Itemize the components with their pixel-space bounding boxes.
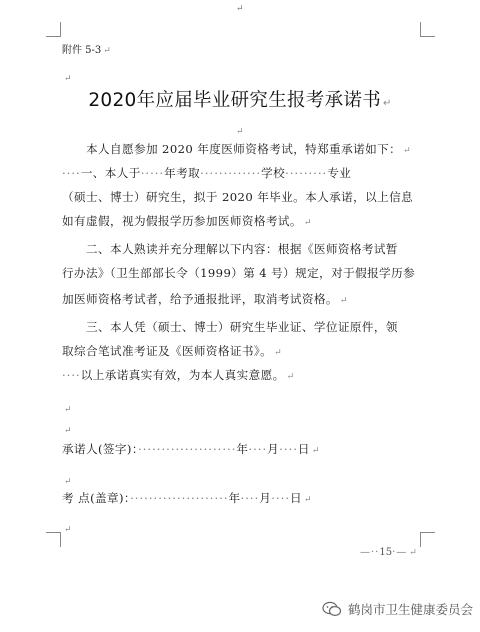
crop-mark-top-left xyxy=(46,22,61,37)
item2-line2: 行办法》（卫生部部长令（1999）第 4 号）规定，对于假报学历参 xyxy=(62,266,416,280)
crop-mark-bottom-left xyxy=(46,532,61,547)
document-title: 2020年应届毕业研究生报考承诺书 ↵ xyxy=(88,90,392,111)
item3-line2: 取综合笔试准考证及《医师资格证书》。 ↵ xyxy=(62,344,283,358)
item1-line3: 如有虚假，视为假报学历参加医师资格考试。 ↵ xyxy=(62,214,312,228)
crop-mark-top-right xyxy=(420,22,435,37)
page-number: —··15·— ↵ xyxy=(360,547,417,558)
item3-line1: 三、本人凭（硕士、博士）研究生毕业证、学位证原件，领 xyxy=(86,320,398,334)
closing-statement: ····以上承诺真实有效，为本人真实意愿。 ↵ xyxy=(62,368,295,382)
item1-line1: ····一、本人于·····年考取·············学校·········专业 xyxy=(62,166,352,180)
exam-site-seal-line: 考 点(盖章)：·····················年····月····日 ↵ xyxy=(62,491,312,505)
wechat-icon xyxy=(322,601,342,617)
item1-line2: （硕士、博士）研究生，拟于 2020 年毕业。本人承诺，以上信息 xyxy=(62,190,414,204)
publisher-watermark: 鹤岗市卫生健康委员会 xyxy=(322,600,473,618)
crop-mark-bottom-right xyxy=(420,532,435,547)
promiser-signature-line: 承诺人(签字)：·····················年····月····日 ↵ xyxy=(62,442,320,456)
cursor-marker-icon: ↵ xyxy=(236,4,244,14)
item2-line3: 加医师资格考试者，给予通报批评，取消考试资格。 ↵ xyxy=(62,292,348,306)
document-page: ↵ 附件 5-3 ↵ ↵ 2020年应届毕业研究生报考承诺书 ↵ ↵ 本人自愿参加 2020 年度医师资格考试，特郑重承诺如下： ↵ ····一、本人于·····年考取·············学校·········专业 （硕士、博士）研究生，拟于 2020 年毕业。本人承诺，以上信息 如有虚假，视为假报学历参加医师资格考试。 ↵ 二、本人熟读并充分理解以下内容：根据《医师资格考试暂 行办法》（卫生部部长令（1999）第 4 号）规定，对于假报学历参 加医师资格考试者，给予通报批评，取消考试资格。 ↵ 三、本人凭（硕士、博士）研究生毕业证、学位证原件，领 取综合笔试准考证及《医师资格证书》。 ↵ ····以上承诺真实有效，为本人真实意愿。 ↵ ↵ ↵ 承诺人(签字)：·····················年····月····日 ↵ ↵ 考 点(盖章)：·····················年····月····日 ↵ ↵ —··15·— ↵ 鹤岗市卫生健康委员会 xyxy=(0,0,480,632)
item2-line1: 二、本人熟读并充分理解以下内容：根据《医师资格考试暂 xyxy=(86,242,398,256)
attachment-label: 附件 5-3 ↵ xyxy=(62,45,111,56)
intro-paragraph: 本人自愿参加 2020 年度医师资格考试，特郑重承诺如下： ↵ xyxy=(86,142,412,156)
